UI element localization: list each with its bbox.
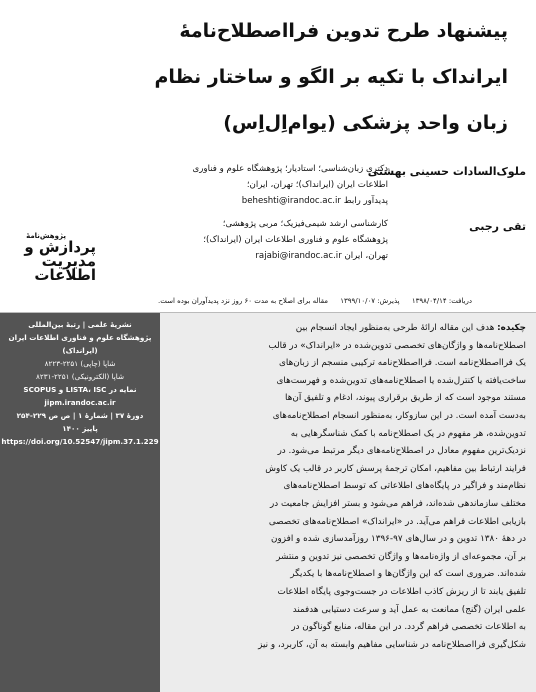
abstract-line: مستند موجود است که از طریق برقراری پیوند، ادغام و تلفیق آن‌ها xyxy=(285,393,526,404)
affiliation-line xyxy=(148,248,388,264)
affiliation-line: اطلاعات ایران (ایرانداک)؛ تهران، ایران؛ xyxy=(246,180,388,190)
abstract-line: تلفیق یابند تا از ریزش کاذب اطلاعات در جست‌وجوی پایگاه اطلاعات xyxy=(277,586,526,597)
author-email-1[interactable]: beheshti@irandoc.ac.ir xyxy=(241,196,341,206)
author-name-1: ملوک‌السادات حسینی بهشتی xyxy=(367,165,526,178)
journal-rank: نشریهٔ علمی | رتبهٔ بین‌المللی xyxy=(28,320,132,329)
journal-publisher-abbr: (ایرانداک) xyxy=(62,346,98,355)
received-date: دریافت: ۱۳۹۸/۰۴/۱۴ xyxy=(411,297,472,305)
affiliation-line xyxy=(148,193,388,209)
revision-note: مقاله برای اصلاح به مدت ۶۰ روز نزد پدیدآوران بوده است. xyxy=(157,297,328,305)
affiliation-line: کارشناسی ارشد شیمی‌فیزیک؛ مربی پژوهشی؛ xyxy=(222,219,388,229)
title-line: ایرانداک با تکیه بر الگو و ساختار نظام xyxy=(154,66,508,88)
abstract-line: علمی ایران (گنج) ممانعت به عمل آید و سرعت دستیابی هدفمند xyxy=(292,604,526,615)
abstract-line-text: هدف این مقاله ارائهٔ طرحی به‌منظور ایجاد انسجام بین xyxy=(295,323,495,333)
abstract-label: چکیده: xyxy=(497,323,526,333)
indexing-info: نمایه در LISTA، ISC و SCOPUS xyxy=(23,385,137,394)
journal-info xyxy=(0,318,160,448)
abstract-line: تدوین‌شده، هر مفهوم در یک اصطلاح‌نامه با کمک شناسگرهایی به xyxy=(290,428,526,439)
corresponding-author-label: پدیدآور رابط xyxy=(343,196,388,206)
logo-small-text: پژوهش‌نامهٔ xyxy=(26,232,66,240)
journal-publisher: پژوهشگاه علوم و فناوری اطلاعات ایران xyxy=(8,333,152,342)
abstract-line: بازیابی اطلاعات فراهم می‌آید. در «ایرانداک» اصطلاح‌نامه‌های تخصصی xyxy=(268,516,526,527)
abstract-line: ساخت‌یافته یا کنترل‌شده یا اصطلاح‌نامه‌های تدوین‌شده و فهرست‌های xyxy=(276,375,526,386)
affiliation-line: دکتری زبان‌شناسی؛ استادیار؛ پژوهشگاه علوم و فناوری xyxy=(192,164,388,174)
logo-line: اطلاعات xyxy=(34,266,96,284)
issn-online: شاپا (الکترونیکی) ۲۲۵۱-۸۲۳۱ xyxy=(36,372,124,381)
abstract-line: نظام‌مند و فراگیر در پایگاه‌های اطلاعاتی که توسط اصطلاح‌نامه‌های xyxy=(283,481,526,492)
abstract-line: اصطلاح‌نامه‌ها و واژگان‌های تخصصی تدوین‌شده در «ایرانداک» در قالب xyxy=(268,340,526,351)
article-dates xyxy=(148,297,472,305)
logo-line: مدیریت xyxy=(41,252,96,270)
abstract-line: فرایند ارتباط بین مفاهیم، امکان ترجمهٔ پرسش کاربر در قالب یک کاوش xyxy=(265,463,526,474)
author-name-2: تقی رجبی xyxy=(469,220,526,233)
abstract-line: شده‌اند. ضروری است که این واژگان‌ها و اصطلاح‌نامه‌ها با یکدیگر xyxy=(290,569,526,580)
abstract-line: شکل‌گیری فرااصطلاح‌نامه در شناسایی مفاهیم وابسته به آن، کاربرد، و نیز xyxy=(258,639,526,650)
article-title xyxy=(28,8,508,146)
author-email-2[interactable]: rajabi@irandoc.ac.ir xyxy=(255,251,342,261)
journal-logo xyxy=(18,232,102,292)
abstract-line: مختلف سازماندهی شده‌اند، فراهم می‌شود و بستر افزایش جامعیت در xyxy=(270,498,526,509)
abstract-line: نزدیک‌ترین مفهوم معادل در اصطلاح‌نامه‌های دیگر مرتبط می‌شود. در xyxy=(277,446,526,457)
affiliation-city: تهران، ایران xyxy=(344,251,388,261)
title-line: زبان واحد پزشکی (یوام‌اِل‌اِس) xyxy=(223,112,508,134)
volume-issue-pages: دورهٔ ۳۷ | شمارهٔ ۱ | ص ص ۲۲۹-۲۵۴ xyxy=(16,411,144,420)
author-affiliation-2 xyxy=(148,216,388,264)
abstract-line: یک فرااصطلاح‌نامه است. فرااصطلاح‌نامه ترکیبی منسجم از زبان‌های xyxy=(279,358,526,369)
doi-link[interactable]: https://doi.org/10.52547/jipm.37.1.229 xyxy=(1,437,159,446)
abstract-line: به‌دست آمده است. در این سازوکار، به‌منظور انسجام اصطلاح‌نامه‌های xyxy=(272,410,526,421)
journal-website[interactable]: jipm.irandoc.ac.ir xyxy=(44,398,116,407)
logo-line: پردازش و xyxy=(24,238,96,256)
abstract-line xyxy=(170,320,526,338)
abstract-line: به اطلاعات تخصصی فراهم گردد. در این مقاله، منابع گوناگون در xyxy=(291,622,526,633)
abstract-line: در دههٔ ۱۳۸۰ تدوین و در سال‌های ۹۷-۱۳۹۶ روزآمدسازی شده و افزون xyxy=(271,534,526,545)
issn-print: شاپا (چاپی) ۲۲۵۱-۸۲۲۳ xyxy=(44,359,116,368)
author-affiliation-1 xyxy=(148,161,388,209)
affiliation-line: پژوهشگاه علوم و فناوری اطلاعات ایران (ایرانداک)؛ xyxy=(203,235,388,245)
abstract-line: بر آن، مجموعه‌ای از واژه‌نامه‌ها و واژگان تخصصی نیز تدوین و منتشر xyxy=(276,551,526,562)
publication-season: پاییز ۱۴۰۰ xyxy=(62,424,98,433)
abstract-text xyxy=(170,320,526,654)
accepted-date: پذیرش: ۱۳۹۹/۱۰/۰۷ xyxy=(340,297,400,305)
title-line: پیشنهاد طرح تدوین فرااصطلاح‌نامهٔ xyxy=(179,20,508,42)
